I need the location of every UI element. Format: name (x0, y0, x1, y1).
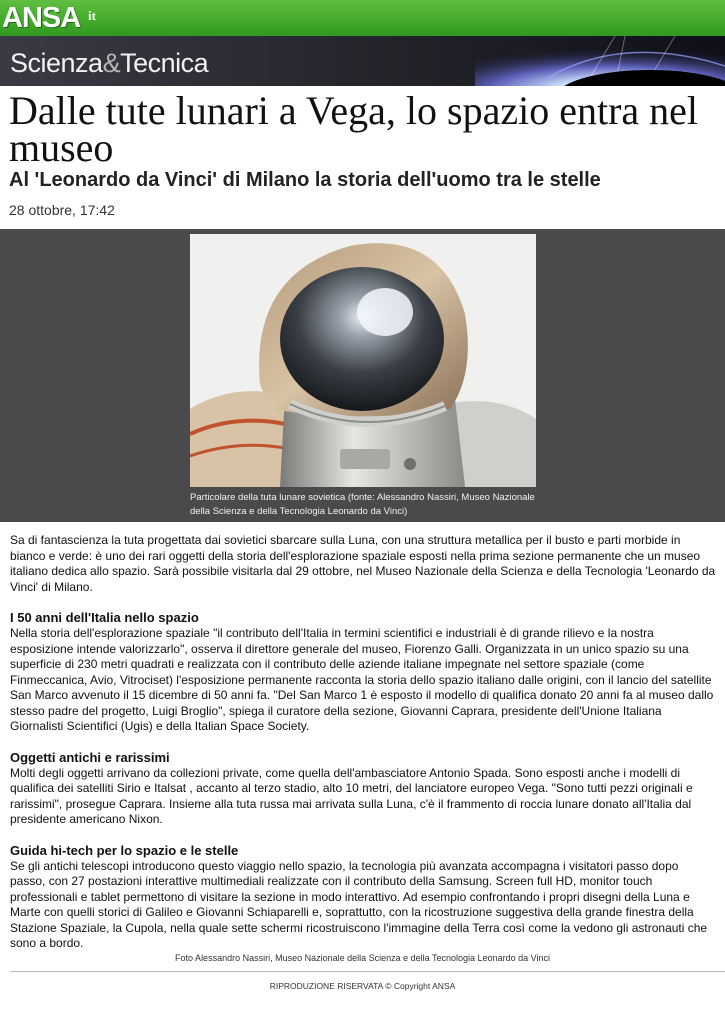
section-text: Nella storia dell'esplorazione spaziale "il contributo dell'Italia in termini scientifici e industriali è di grande rilievo e la nostra esposizione intende valorizzarlo", osserva il direttore generale del museo, Fiorenzo Galli. Organizzata in un unico spazio su una superficie di 230 metri quadrati e realizzata con il contributo delle aziende italiane impegnate nel settore spaziale (come Finmeccanica, Avio, Vitrociset) l'esposizione permanente racconta la storia dello spazio italiano dalle origini, con il lancio del satellite San Marco avvenuto il 15 dicembre di 50 anni fa. "Del San Marco 1 è esposto il modello di qualifica donato 20 anni fa al museo dallo stesso padre del progetto, Luigi Broglio", spiega il curatore della sezione, Giovanni Caprara, presidente dell'Unione Italiana Giornalisti Scientifici (Ugis) e della Italian Space Society. (10, 626, 714, 733)
section-heading: Guida hi-tech per lo spazio e le stelle (10, 842, 239, 858)
top-bar (0, 0, 725, 36)
section-title-part-1: Scienza (10, 48, 103, 78)
article-intro: Sa di fantascienza la tuta progettata dai sovietici sbarcare sulla Luna, con una struttura metallica per il busto e parti morbide in bianco e verde: è uno dei rari oggetti della storia dell'esplorazione spaziale esposti nella prima sezione permanente che un museo italiano dedica allo spazio. Sarà possibile visitarla dal 29 ottobre, nel Museo Nazionale della Scienza e della Tecnologia 'Leonardo da Vinci' di Milano. (10, 533, 716, 594)
article-title: Dalle tute lunari a Vega, lo spazio entra nel museo (9, 88, 699, 170)
photo-area (0, 229, 725, 522)
copyright-notice: RIPRODUZIONE RISERVATA © Copyright ANSA (269, 981, 456, 991)
photo-caption: Particolare della tuta lunare sovietica (fonte: Alessandro Nassiri, Museo Nazionale della Scienza e della Tecnologia Leonardo da Vinci) (190, 492, 535, 517)
section-title[interactable] (10, 48, 208, 79)
section-title-amp: & (102, 48, 121, 78)
section-heading: I 50 anni dell'Italia nello spazio (10, 610, 199, 625)
footer-divider (10, 971, 725, 972)
section-text: Se gli antichi telescopi introducono questo viaggio nello spazio, la tecnologia più avanzata accompagna i visitatori passo dopo passo, con 27 postazioni interattive multimediali realizzate con il contributo della Samsung. Screen full HD, monitor touch professionali e tablet permettono di visitare la sezione in modo interattivo. Ad esempio confrontando i propri disegni della Luna e Marte con quelli storici di Galileo e Giovanni Schiaparelli e, soprattutto, con la ricostruzione suggestiva della grande finestra della Stazione Spaziale, la Cupola, nella quale sette schermi ricostruiscono l'immagine della Terra così come la vedono gli astronauti che sono a bordo. (10, 858, 708, 950)
article-date: 28 ottobre, 17:42 (9, 202, 115, 218)
section-heading: Oggetti antichi e rarissimi (10, 749, 170, 765)
ansa-logo-suffix: it (88, 8, 96, 23)
ansa-logo[interactable]: ANSA (2, 2, 81, 34)
section-text: Molti degli oggetti arrivano da collezioni private, come quella dell'ambasciatore Antonio Spada. Sono esposti anche i modelli di qualifica dei satelliti Sirio e Italsat , accanto al terzo stadio, alto 10 metri, del lanciatore europeo Vega. "Sono tutti pezzi originali e rarissimi", prosegue Caprara. Insieme alla tuta russa mai arrivata sulla Luna, c'è il frammento di roccia lunare donato all'Italia dal presidente americano Nixon. (10, 765, 693, 826)
space-glow-image (475, 36, 725, 86)
photo-credit: Foto Alessandro Nassiri, Museo Nazionale della Scienza e della Tecnologia Leonardo da Vinci (175, 953, 550, 963)
section-title-part-2: Tecnica (120, 48, 209, 78)
spacesuit-photo[interactable] (190, 234, 536, 487)
section-banner (0, 36, 725, 86)
article-subtitle: Al 'Leonardo da Vinci' di Milano la storia dell'uomo tra le stelle (9, 169, 601, 191)
spacesuit-illustration (190, 234, 536, 487)
article-body (10, 533, 716, 952)
